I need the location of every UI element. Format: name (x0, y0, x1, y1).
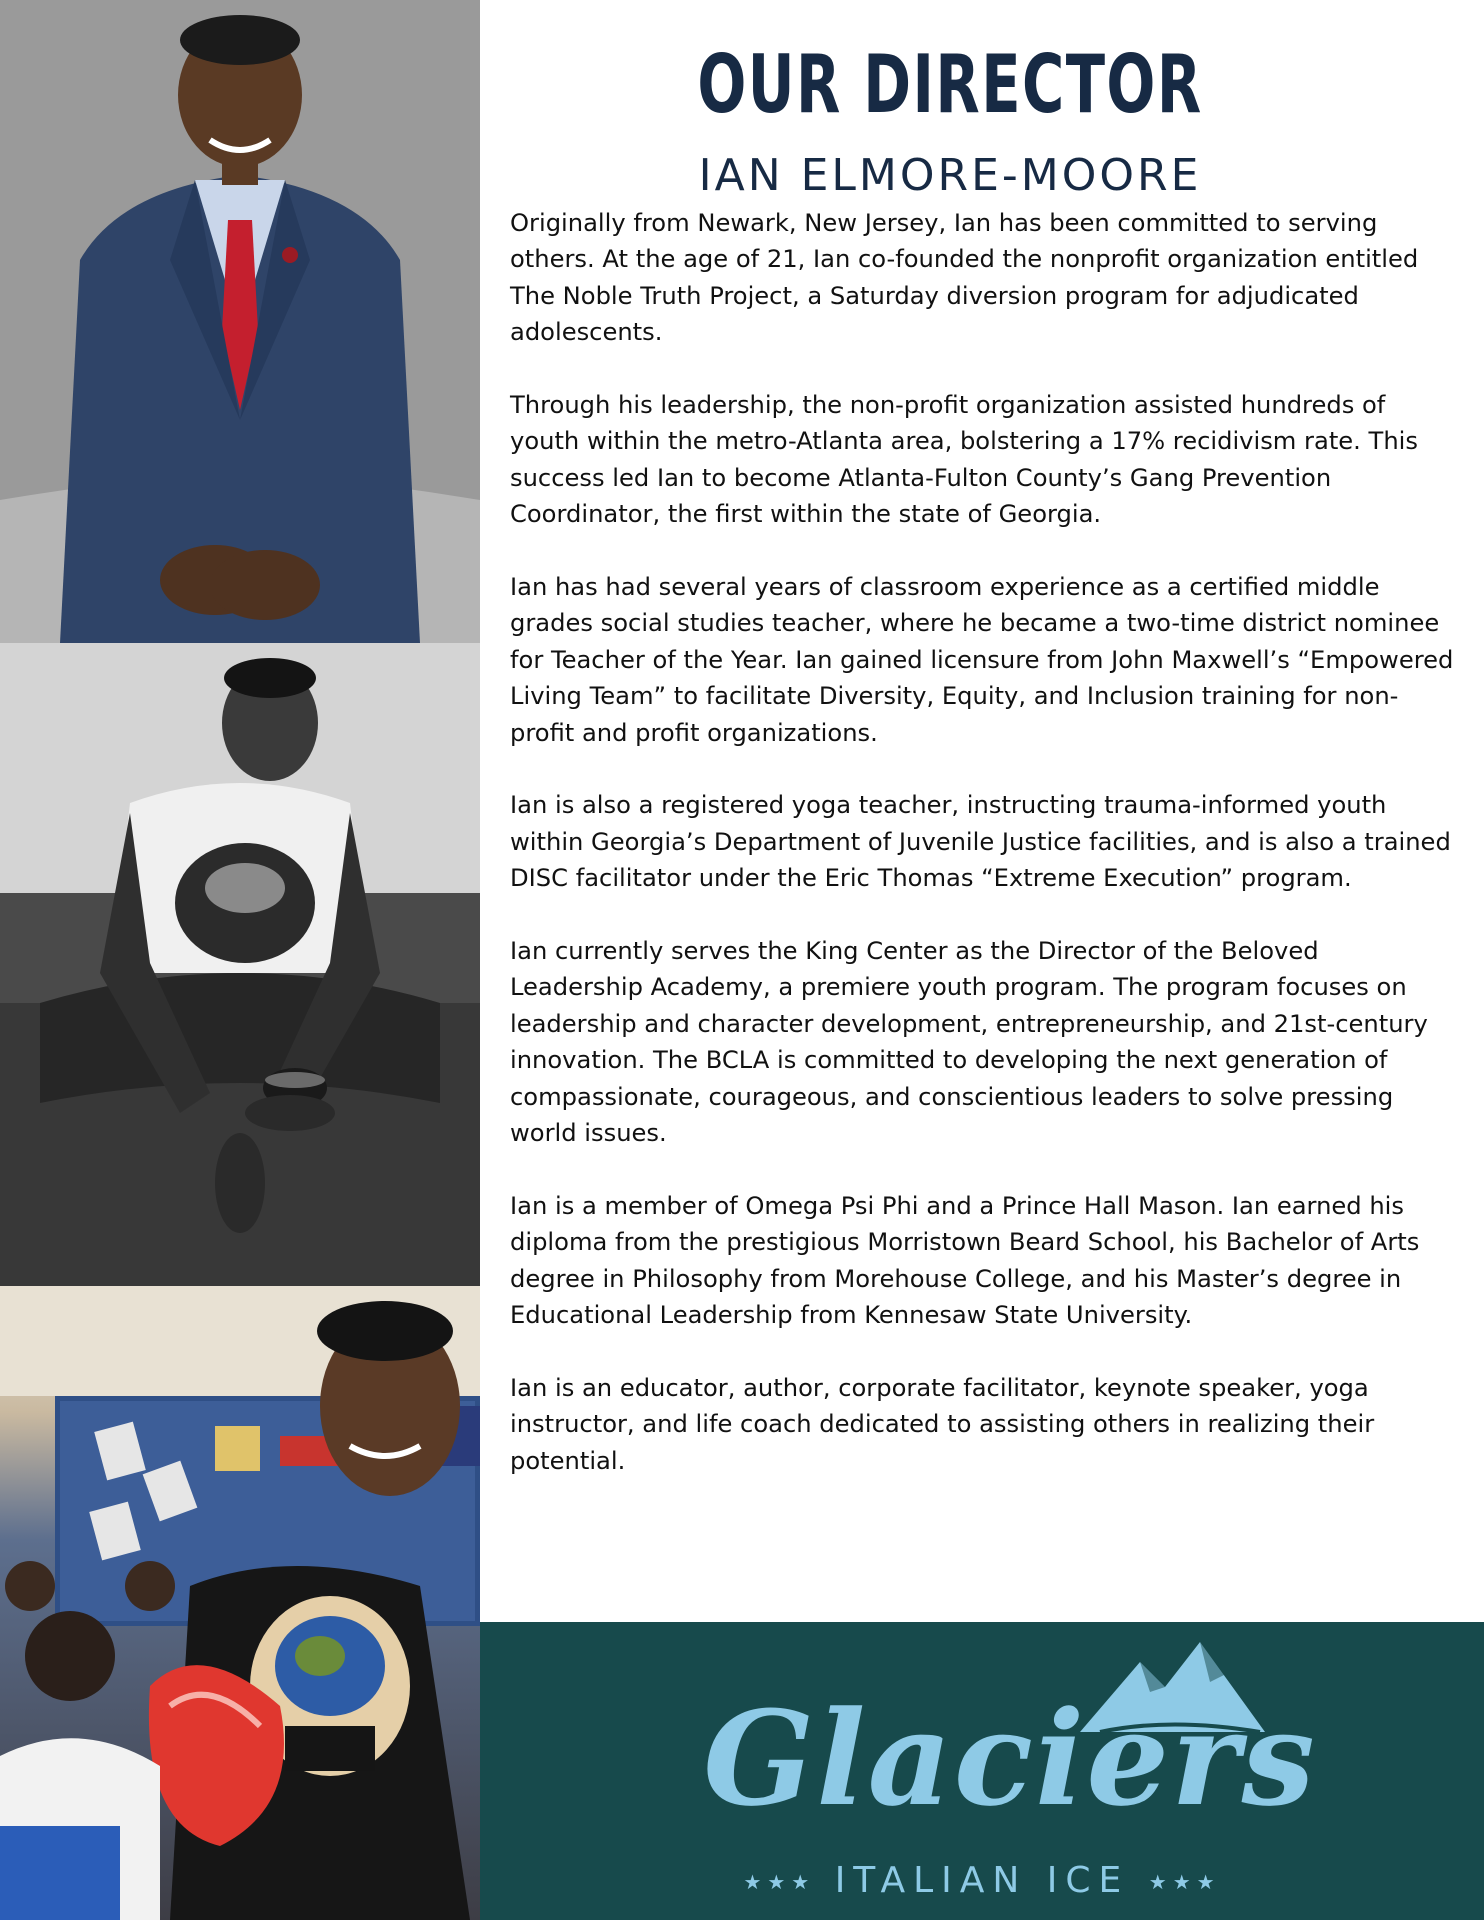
bio-paragraph: Ian has had several years of classroom experience as a certified middle grades social studies teacher, where he became a two-time district nominee for Teacher of the Year. Ian gained licensure from John Maxwell’s “Empowered Living Team” to facilitate Diversity, Equity, and Inclusion training for non-profit and profit organizations. (510, 573, 1454, 747)
photo-column (0, 0, 480, 1920)
bio-paragraph: Ian currently serves the King Center as the Director of the Beloved Leadership Academy, a premiere youth program. The program focuses on leadership and character development, entrepreneurship, and 21st-century innovation. The BCLA is committed to developing the next generation of compassionate, courageous, and conscientious leaders to solve pressing world issues. (510, 937, 1428, 1148)
stars-right-icon: ★★★ (1148, 1870, 1221, 1894)
stars-left-icon: ★★★ (743, 1870, 816, 1894)
bio-paragraph: Ian is a member of Omega Psi Phi and a Prince Hall Mason. Ian earned his diploma from the prestigious Morristown Beard School, his Bachelor of Arts degree in Philosophy from Morehouse College, and his Master’s degree in Educational Leadership from Kennesaw State University. (510, 1191, 1420, 1330)
yoga-photo (0, 643, 480, 1286)
bio-text (510, 205, 1455, 1516)
logo-wordmark: Glaciers (703, 1682, 1317, 1835)
director-name: IAN ELMORE-MOORE (698, 150, 1202, 201)
logo-tagline-row (480, 1860, 1484, 1901)
bio-paragraph: Ian is an educator, author, corporate facilitator, keynote speaker, yoga instructor, and life coach dedicated to assisting others in realizing their potential. (510, 1373, 1375, 1475)
bio-paragraph: Through his leadership, the non-profit organization assisted hundreds of youth within the metro-Atlanta area, bolstering a 17% recidivism rate. This success led Ian to become Atlanta-Fulton County’s Gang Prevention Coordinator, the first within the state of Georgia. (510, 391, 1418, 529)
bio-paragraph: Originally from Newark, New Jersey, Ian has been committed to serving others. At the age of 21, Ian co-founded the nonprofit organization entitled The Noble Truth Project, a Saturday diversion program for adjudicated adolescents. (510, 209, 1419, 347)
glaciers-logo-panel (480, 1622, 1484, 1920)
bio-paragraph: Ian is also a registered yoga teacher, instructing trauma-informed youth within Georgia’s Department of Juvenile Justice facilities, and is also a trained DISC facilitator under the Eric Thomas “Extreme Execution” program. (510, 791, 1451, 893)
logo-tagline: ITALIAN ICE (834, 1860, 1130, 1901)
classroom-illustration (0, 1286, 480, 1920)
page-title: OUR DIRECTOR (697, 38, 1203, 131)
portrait-photo-suit (0, 0, 480, 643)
yoga-illustration (0, 643, 480, 1286)
portrait-suit-illustration (0, 0, 480, 643)
classroom-photo (0, 1286, 480, 1920)
